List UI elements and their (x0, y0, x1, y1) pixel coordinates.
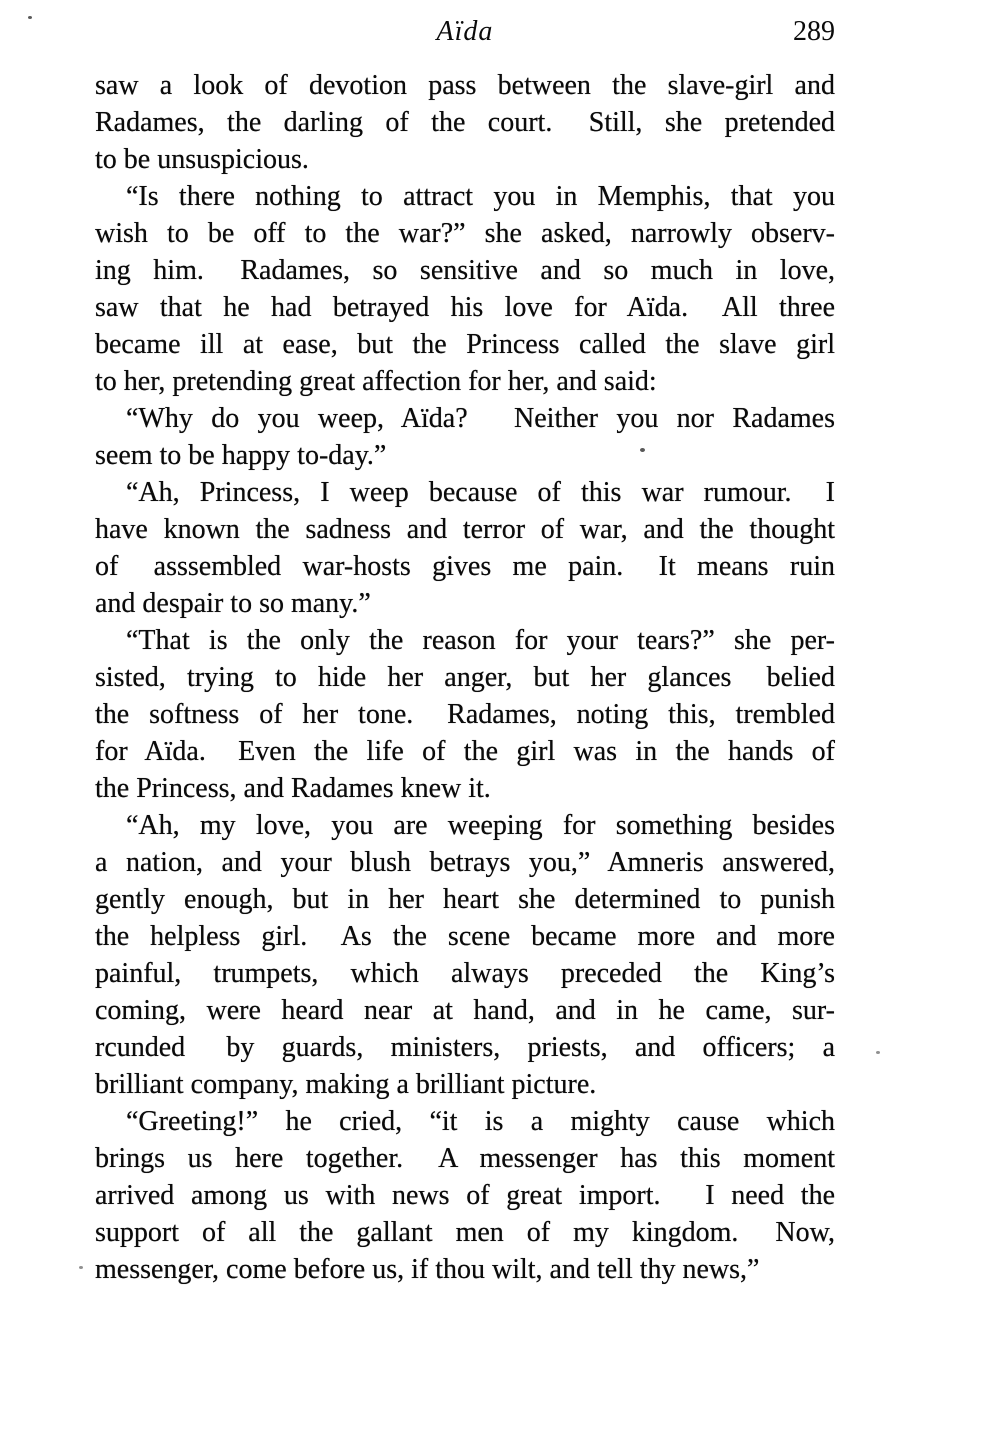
text-line: gently enough, but in her heart she determined to punish (95, 884, 835, 915)
text-line: ing him. Radames, so sensitive and so much in love, (95, 255, 835, 286)
text-line: a nation, and your blush betrays you,” Amneris answered, (95, 847, 835, 878)
text-line: arrived among us with news of great import. I need the (95, 1180, 835, 1211)
text-line: coming, were heard near at hand, and in he came, sur- (95, 995, 835, 1026)
text-line: “That is the only the reason for your tears?” she per- (126, 625, 835, 656)
page-number: 289 (793, 16, 835, 47)
paragraph (95, 474, 835, 622)
text-line: and despair to so many.” (95, 588, 371, 619)
text-line: saw a look of devotion pass between the slave-girl and (95, 70, 835, 101)
text-line: “Is there nothing to attract you in Memphis, that you (126, 181, 835, 212)
paragraph (95, 178, 835, 400)
text-line: sisted, trying to hide her anger, but her glances belied (95, 662, 835, 693)
text-line: “Greeting!” he cried, “it is a mighty cause which (126, 1106, 835, 1137)
text-line: saw that he had betrayed his love for Aïda. All three (95, 292, 835, 323)
text-line: messenger, come before us, if thou wilt, and tell thy news,” (95, 1254, 760, 1285)
text-line: the Princess, and Radames knew it. (95, 773, 491, 804)
page-body (95, 67, 835, 1288)
scan-speck (28, 16, 32, 19)
text-line: have known the sadness and terror of war, and the thought (95, 514, 835, 545)
text-line: the helpless girl. As the scene became more and more (95, 921, 835, 952)
text-line: for Aïda. Even the life of the girl was in the hands of (95, 736, 835, 767)
text-line: seem to be happy to-day.” (95, 440, 387, 471)
page-header (95, 13, 835, 51)
text-line: “Ah, Princess, I weep because of this war rumour. I (126, 477, 835, 508)
paragraph (95, 1103, 835, 1288)
running-title: Aïda (436, 16, 494, 47)
text-line: “Ah, my love, you are weeping for something besides (126, 810, 835, 841)
text-line: rcunded by guards, ministers, priests, and officers; a (95, 1032, 835, 1063)
paragraph (95, 400, 835, 474)
text-line: became ill at ease, but the Princess called the slave girl (95, 329, 835, 360)
text-line: the softness of her tone. Radames, noting this, trembled (95, 699, 835, 730)
scan-speck (876, 1051, 880, 1054)
text-line: to her, pretending great affection for her, and said: (95, 366, 657, 397)
paragraph (95, 67, 835, 178)
text-line: painful, trumpets, which always preceded the King’s (95, 958, 835, 989)
text-line: Radames, the darling of the court. Still, she pretended (95, 107, 835, 138)
text-line: brilliant company, making a brilliant picture. (95, 1069, 597, 1100)
text-line: wish to be off to the war?” she asked, narrowly observ- (95, 218, 835, 249)
scan-speck (79, 1266, 83, 1269)
paragraph (95, 807, 835, 1103)
text-line: to be unsuspicious. (95, 144, 309, 175)
text-line: support of all the gallant men of my kingdom. Now, (95, 1217, 835, 1248)
text-line: brings us here together. A messenger has this moment (95, 1143, 835, 1174)
text-line: of asssembled war-hosts gives me pain. It means ruin (95, 551, 835, 582)
scan-speck (640, 448, 645, 452)
text-line: “Why do you weep, Aïda? Neither you nor Radames (126, 403, 835, 434)
paragraph (95, 622, 835, 807)
